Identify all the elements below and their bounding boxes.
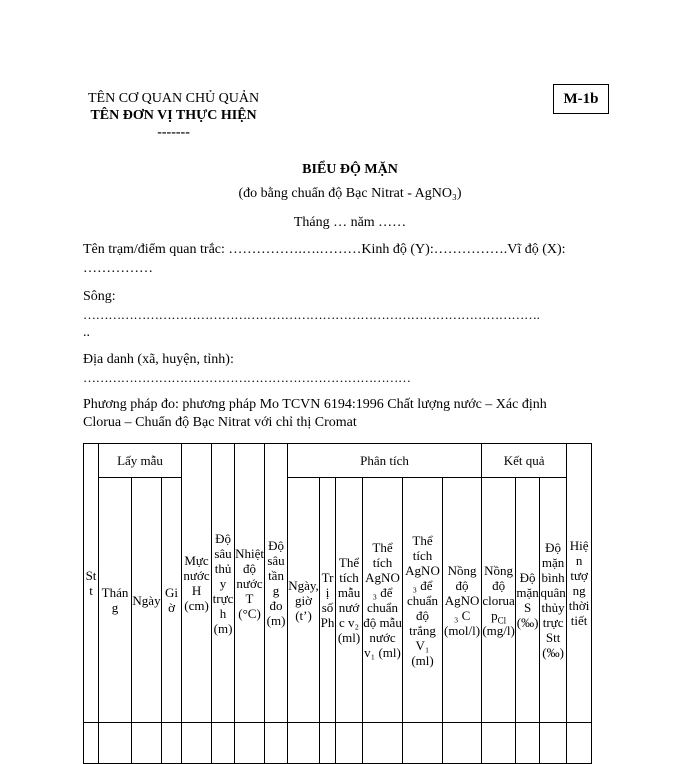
table-cell <box>482 723 516 764</box>
col-salinity: Độ mặn S (‰) <box>516 478 540 723</box>
col-day: Ngày <box>132 478 162 723</box>
station-line-continuation: …………… <box>83 261 153 276</box>
table-cell <box>235 723 265 764</box>
col-sampling-depth: Độ sâu thủy trực h (m) <box>212 444 235 723</box>
salinity-table <box>83 443 592 764</box>
col-chloride <box>482 478 516 723</box>
parent-agency-name: TÊN CƠ QUAN CHỦ QUẢN <box>88 91 260 106</box>
table-cell <box>443 723 482 764</box>
table-cell <box>567 723 592 764</box>
col-hour: Giờ <box>162 478 182 723</box>
document-subtitle: (đo bằng chuẩn độ Bạc Nitrat - AgNO₃) <box>238 186 462 201</box>
method-line-1: Phương pháp đo: phương pháp Mo TCVN 6194:1996 Chất lượng nước – Xác định <box>83 397 547 412</box>
col-ph: Trị số Ph <box>320 478 336 723</box>
col-chloride-text-b: p <box>491 607 498 623</box>
col-day-time: Ngày, giờ (t’) <box>288 478 320 723</box>
col-chloride-text-a: Nồng độ clorua <box>482 562 515 608</box>
station-line: Tên trạm/điểm quan trắc: …………….….………Kinh độ (Y):…………….Vĩ độ (X): <box>83 242 566 257</box>
col-chloride-text-c: (mg/l) <box>482 622 515 638</box>
col-weather: Hiện tượng thời tiết <box>567 444 592 723</box>
unit-underline: ------- <box>157 125 190 140</box>
table-cell <box>182 723 212 764</box>
group-sampling: Lấy mẫu <box>99 444 182 478</box>
group-result: Kết quả <box>482 444 567 478</box>
col-agno3-sample: Thể tích AgNO₃ để chuẩn độ mẫu nước v₁ (ml) <box>363 478 403 723</box>
col-chloride-sub: Cl <box>497 615 507 626</box>
form-code: M-1b <box>563 91 599 107</box>
table-cell <box>320 723 336 764</box>
form-code-box <box>553 84 609 114</box>
agency-block <box>88 90 259 141</box>
location-dots: …………………………………………………………………… <box>83 370 411 385</box>
table-cell <box>99 723 132 764</box>
col-stt: Stt <box>84 444 99 723</box>
table-cell <box>288 723 320 764</box>
river-continuation: .. <box>83 325 90 340</box>
col-agno3-blank: Thể tích AgNO₃ để chuẩn độ trắng V₁ (ml) <box>403 478 443 723</box>
table-cell <box>212 723 235 764</box>
table-cell <box>363 723 403 764</box>
table-cell <box>540 723 567 764</box>
col-month: Tháng <box>99 478 132 723</box>
table-cell <box>84 723 99 764</box>
col-water-temp: Nhiệt độ nước T (°C) <box>235 444 265 723</box>
col-agno3-conc: Nồng độ AgNO₃ C (mol/l) <box>443 478 482 723</box>
col-water-level: Mực nước H (cm) <box>182 444 212 723</box>
location-label: Địa danh (xã, huyện, tỉnh): <box>83 352 234 367</box>
table-cell <box>265 723 288 764</box>
river-label: Sông: <box>83 289 116 304</box>
table-cell <box>516 723 540 764</box>
table-cell <box>162 723 182 764</box>
table-cell <box>403 723 443 764</box>
table-cell <box>336 723 363 764</box>
month-year-line: Tháng … năm …… <box>293 215 407 230</box>
col-mean-salinity: Độ mặn bình quân thủy trực Stt (‰) <box>540 478 567 723</box>
table-cell <box>132 723 162 764</box>
document-title: BIỂU ĐỘ MẶN <box>302 162 398 177</box>
group-analysis: Phân tích <box>288 444 482 478</box>
executing-unit-name: TÊN ĐƠN VỊ THỰC HIỆN <box>90 108 257 123</box>
table-row <box>84 723 592 764</box>
col-layer-depth: Độ sâu tầng đo (m) <box>265 444 288 723</box>
method-line-2: Clorua – Chuẩn độ Bạc Nitrat với chỉ thị Cromat <box>83 415 357 430</box>
col-sample-volume: Thể tích mẫu nước v₂ (ml) <box>336 478 363 723</box>
river-dots: ………………………………………………………………………………………………. <box>83 307 540 322</box>
